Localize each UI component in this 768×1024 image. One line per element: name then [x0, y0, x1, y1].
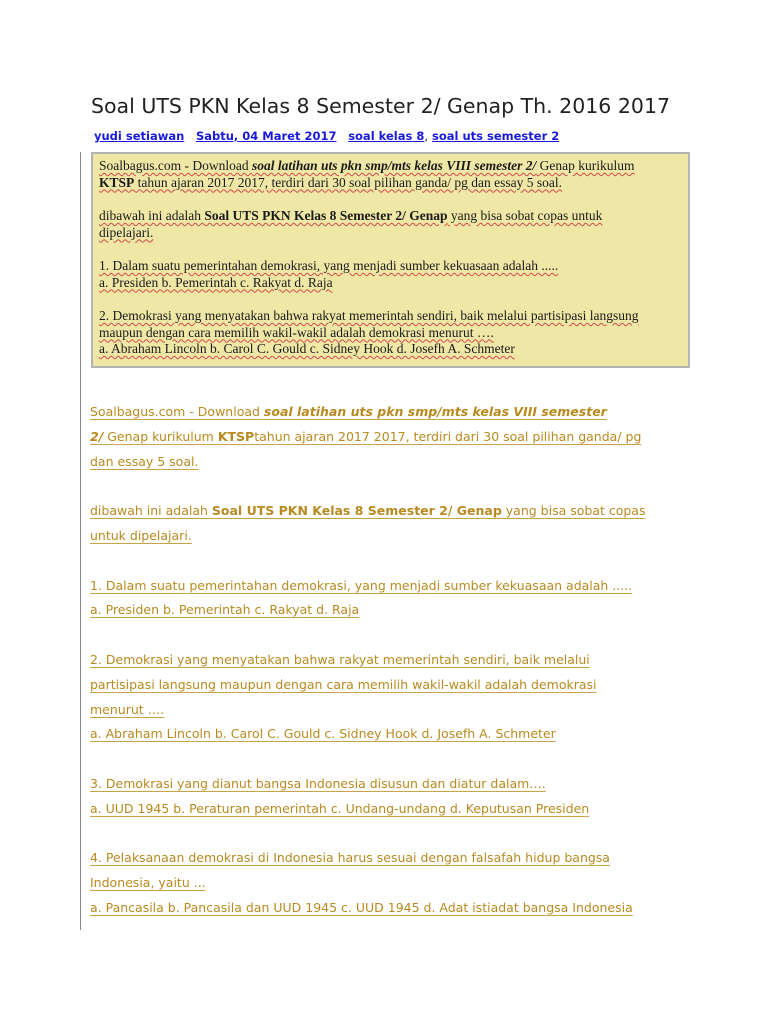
- article-line[interactable]: 2/ Genap kurikulum KTSPtahun ajaran 2017 2017, terdiri dari 30 soal pilihan ganda/ pg: [90, 428, 642, 444]
- shot-text: dibawah ini adalah: [99, 208, 205, 223]
- shot-line: [99, 258, 682, 275]
- question-4-options[interactable]: a. Pancasila b. Pancasila dan UUD 1945 c. UUD 1945 d. Adat istiadat bangsa Indonesia: [90, 899, 633, 915]
- question-2[interactable]: menurut ….: [90, 701, 165, 717]
- shot-line: [99, 175, 682, 192]
- question-1[interactable]: 1. Dalam suatu pemerintahan demokrasi, yang menjadi sumber kekuasaan adalah .....: [90, 577, 633, 593]
- question-2[interactable]: partisipasi langsung maupun dengan cara memilih wakil-wakil adalah demokrasi: [90, 676, 597, 692]
- question-4[interactable]: 4. Pelaksanaan demokrasi di Indonesia harus sesuai dengan falsafah hidup bangsa: [90, 850, 610, 866]
- question-4[interactable]: Indonesia, yaitu ...: [90, 875, 206, 891]
- post-meta: [94, 129, 559, 143]
- article-line[interactable]: dibawah ini adalah Soal UTS PKN Kelas 8 Semester 2/ Genap yang bisa sobat copas: [90, 503, 646, 519]
- shot-text: a. Presiden b. Pemerintah c. Rakyat d. Raja: [99, 274, 333, 290]
- shot-text: yang bisa sobat copas untuk: [447, 208, 603, 223]
- embedded-document-screenshot: [91, 152, 690, 368]
- article-line[interactable]: dan essay 5 soal.: [90, 453, 199, 469]
- post-title: Soal UTS PKN Kelas 8 Semester 2/ Genap Th. 2016 2017: [91, 94, 671, 118]
- shot-text: Genap kurikulum: [536, 158, 635, 173]
- shot-line: [99, 341, 682, 358]
- shot-text-bold-italic: soal latihan uts pkn smp/mts kelas VIII semester 2/: [251, 158, 537, 173]
- article-line[interactable]: untuk dipelajari.: [90, 527, 192, 543]
- shot-text: tahun ajaran 2017 2017, terdiri dari 30 soal pilihan ganda/ pg dan essay 5 soal.: [134, 174, 563, 190]
- label-link-uts-semester2[interactable]: soal uts semester 2: [432, 129, 560, 143]
- question-2[interactable]: 2. Demokrasi yang menyatakan bahwa rakyat memerintah sendiri, baik melalui: [90, 651, 590, 667]
- shot-text-bold: Soal UTS PKN Kelas 8 Semester 2/ Genap: [204, 208, 448, 223]
- article-body: [90, 400, 690, 921]
- question-3[interactable]: 3. Demokrasi yang dianut bangsa Indonesia disusun dan diatur dalam….: [90, 775, 546, 791]
- shot-text: dipelajari.: [99, 224, 154, 240]
- shot-text: a. Abraham Lincoln b. Carol C. Gould c. Sidney Hook d. Josefh A. Schmeter: [99, 341, 515, 356]
- shot-line: [99, 308, 682, 325]
- shot-text: Soalbagus.com - Download: [99, 158, 252, 173]
- shot-text-bold: KTSP: [99, 174, 135, 190]
- shot-line: [99, 225, 682, 242]
- question-2-options[interactable]: a. Abraham Lincoln b. Carol C. Gould c. Sidney Hook d. Josefh A. Schmeter: [90, 726, 556, 742]
- article-line[interactable]: Soalbagus.com - Download soal latihan uts pkn smp/mts kelas VIII semester: [90, 404, 607, 419]
- shot-text: 2. Demokrasi yang menyatakan bahwa rakyat memerintah sendiri, baik melalui partisipasi langsung: [99, 308, 639, 323]
- question-3-options[interactable]: a. UUD 1945 b. Peraturan pemerintah c. Undang-undang d. Keputusan Presiden: [90, 800, 590, 816]
- question-1-options[interactable]: a. Presiden b. Pemerintah c. Rakyat d. Raja: [90, 602, 360, 618]
- shot-text: 1. Dalam suatu pemerintahan demokrasi, yang menjadi sumber kekuasaan adalah .....: [99, 258, 559, 273]
- left-border-line: [80, 152, 81, 930]
- label-link-kelas8[interactable]: soal kelas 8: [348, 129, 425, 143]
- date-link[interactable]: Sabtu, 04 Maret 2017: [195, 129, 337, 143]
- label-separator: ,: [424, 129, 428, 143]
- shot-line: [99, 158, 682, 175]
- shot-line: [99, 325, 682, 342]
- shot-line: [99, 275, 682, 292]
- shot-text: maupun dengan cara memilih wakil-wakil adalah demokrasi menurut ….: [99, 324, 494, 340]
- author-link[interactable]: yudi setiawan: [94, 129, 185, 143]
- shot-line: [99, 208, 682, 225]
